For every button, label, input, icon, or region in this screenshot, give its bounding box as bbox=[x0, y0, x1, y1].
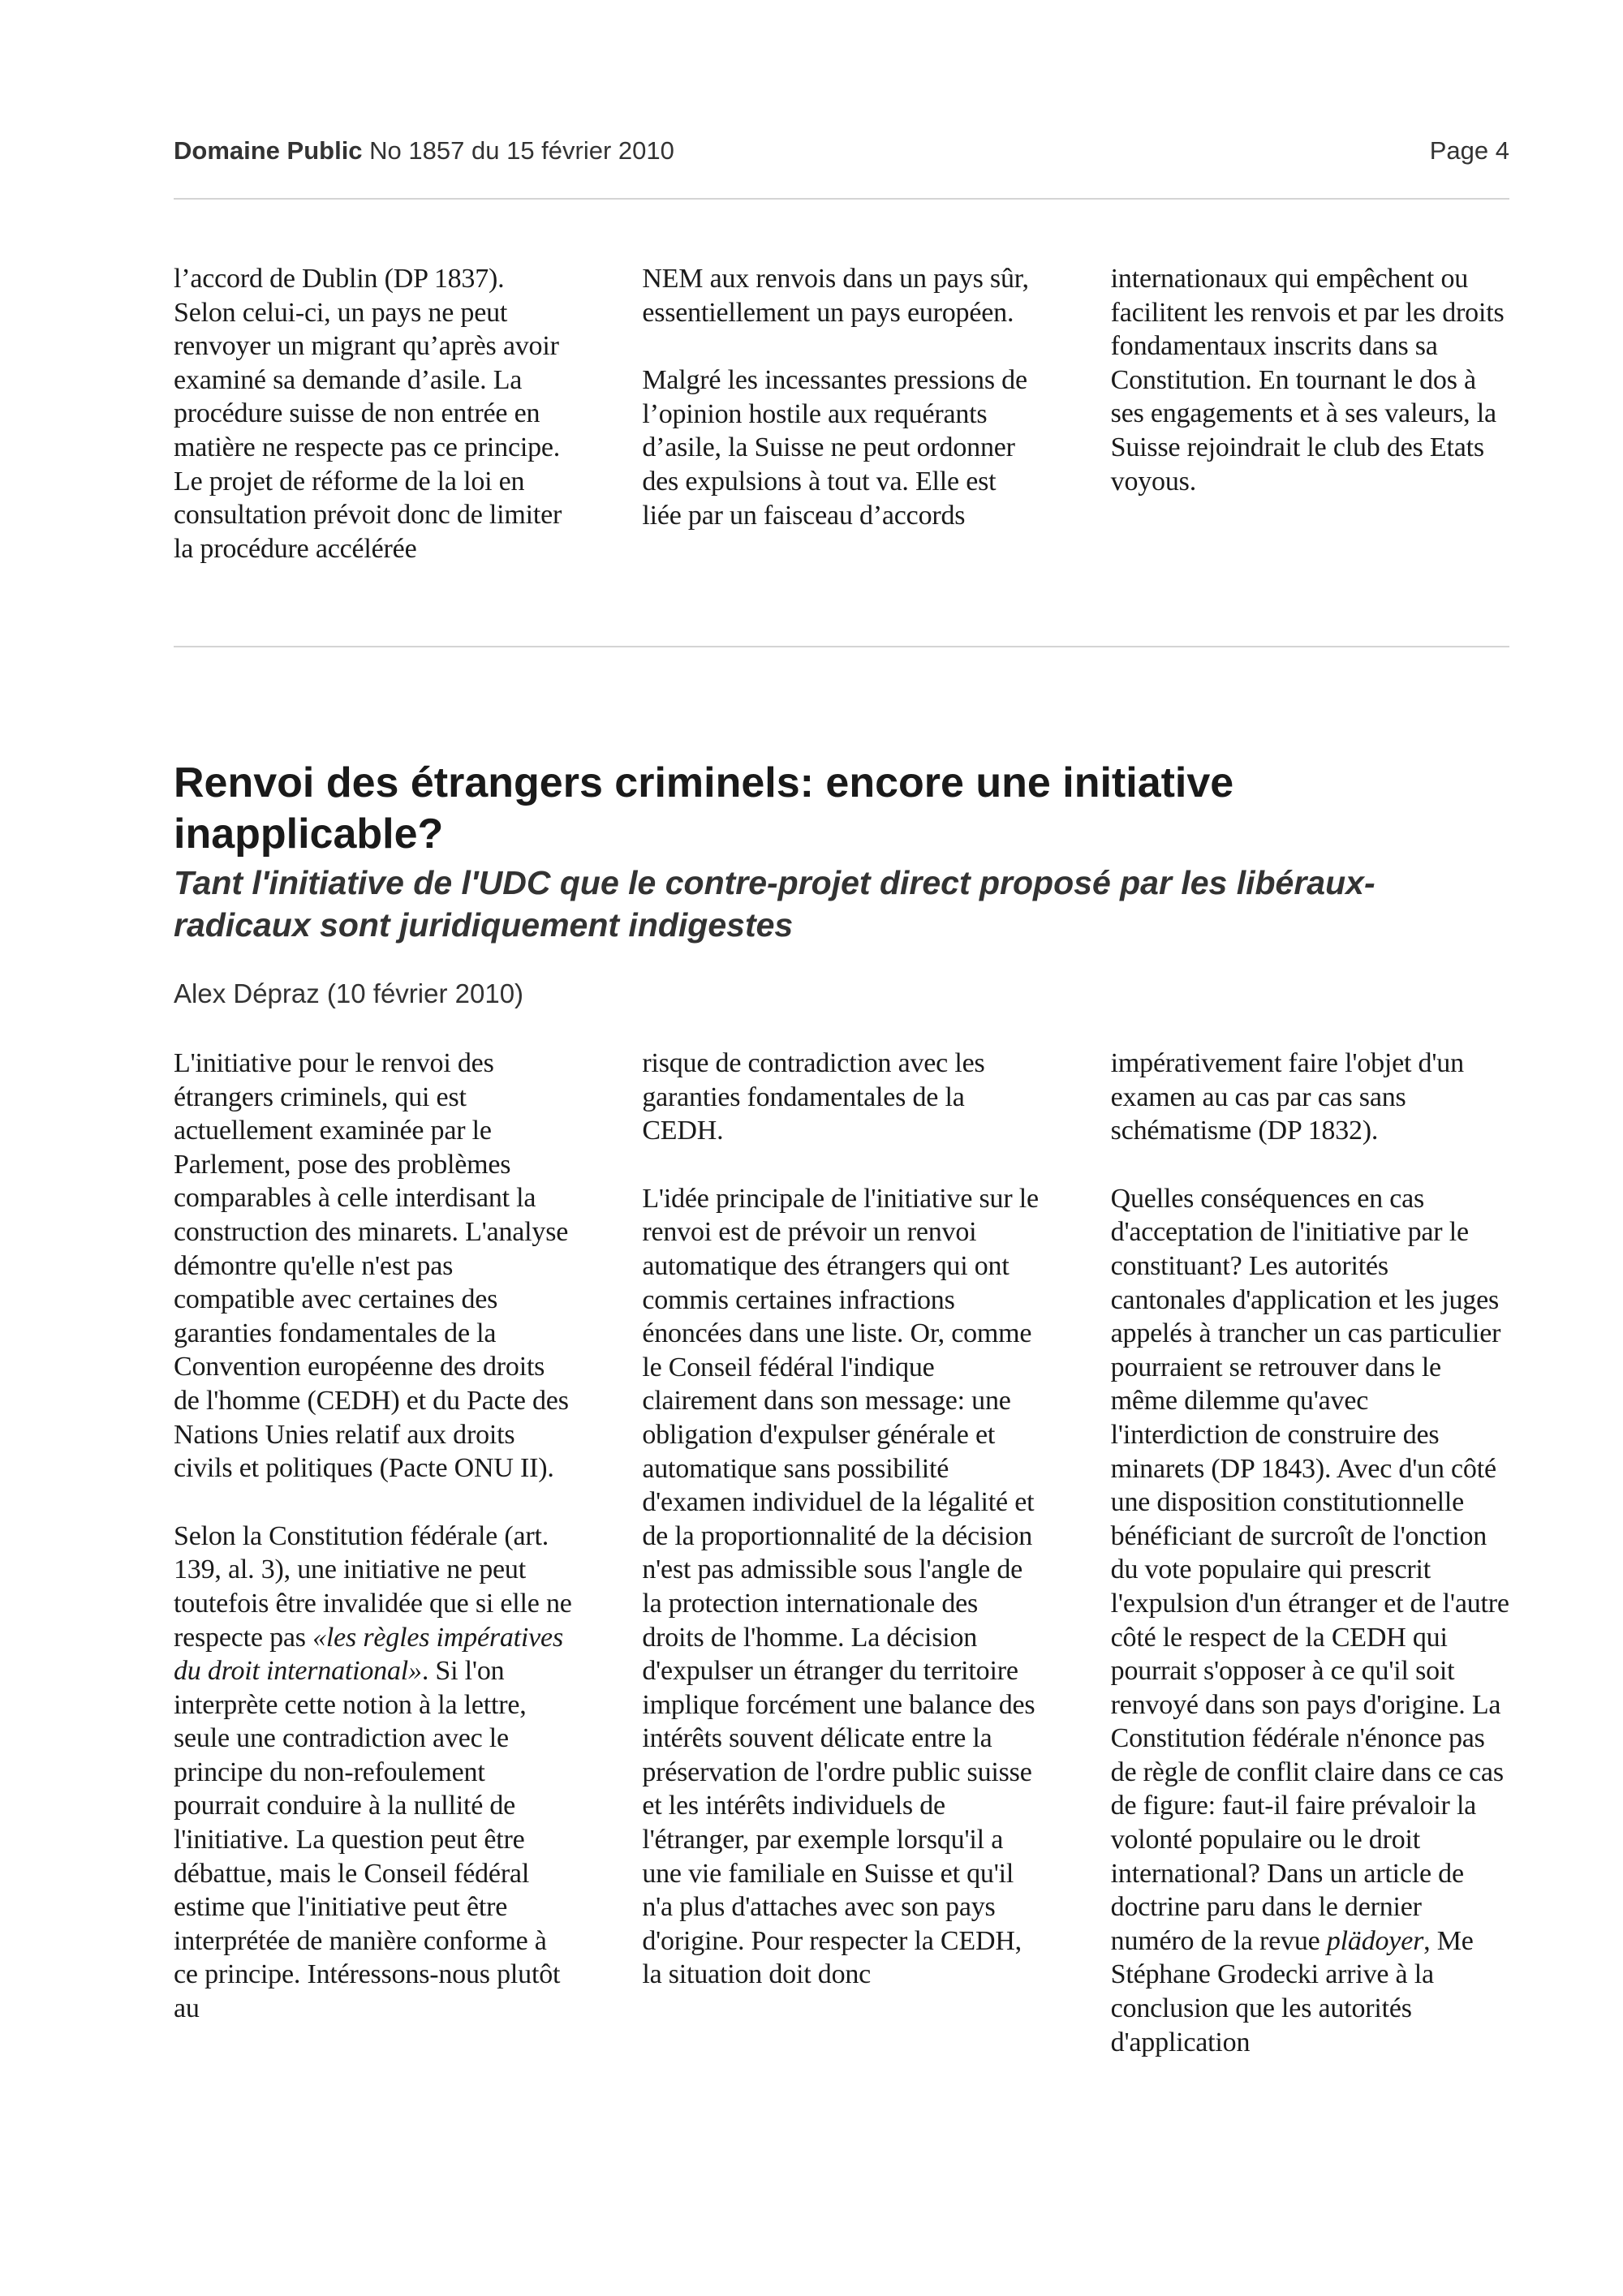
journal-name: plädoyer bbox=[1326, 1925, 1424, 1956]
publication-info bbox=[174, 136, 674, 166]
article-divider bbox=[174, 646, 1509, 647]
publication-name: Domaine Public bbox=[174, 136, 363, 165]
paragraph: risque de contradiction avec les garanties fondamentales de la CEDH. bbox=[642, 1048, 985, 1146]
paragraph: L'idée principale de l'initiative sur le renvoi est de prévoir un renvoi automatique des étrangers qui ont commis certaines infractions énoncées dans une liste. Or, comme le Conseil fédéral l'indique clairement dans son message: une obligation d'expulser générale et automatique sans possibilité d'examen individuel de la légalité et de la proportionnalité de la décision n'est pas admissible sous l'angle de la protection internationale des droits de l'homme. La décision d'expulser un étranger du territoire implique forcément une balance des intérêts souvent délicate entre la préservation de l'ordre public suisse et les intérêts individuels de l'étranger, par exemple lorsqu'il a une vie familiale en Suisse et qu'il n'a plus d'attaches avec son pays d'origine. Pour respecter la CEDH, la situation doit donc bbox=[642, 1183, 1039, 1990]
issue-info: No 1857 du 15 février 2010 bbox=[369, 136, 674, 165]
text-segment: Quelles conséquences en cas d'acceptation de l'initiative par le constituant? Les autorités cantonales d'application et les juges appelés à trancher un cas particulier pourraient se retrouver dans le même dilemme qu'avec l'interdiction de construire des minarets (DP 1843). Avec d'un côté une disposition constitutionnelle bénéficiant de surcroît de l'onction du vote populaire qui prescrit l'expulsion d'un étranger et de l'autre côté le respect de la CEDH qui pourrait s'opposer à ce qu'il soit renvoyé dans son pays d'origine. La Constitution fédérale n'énonce pas de règle de conflit claire dans ce cas de figure: faut-il faire prévaloir la volonté populaire ou le droit international? Dans un article de doctrine paru dans le dernier numéro de la revue bbox=[1110, 1183, 1509, 1956]
page-number: Page 4 bbox=[1429, 136, 1509, 165]
previous-article-column-1 bbox=[174, 262, 572, 600]
previous-article-column-3 bbox=[1111, 262, 1509, 600]
article-subtitle: Tant l'initiative de l'UDC que le contre-projet direct proposé par les libéraux-radicaux sont juridiquement indigestes bbox=[174, 864, 1375, 944]
paragraph: internationaux qui empêchent ou facilitent les renvois et par les droits fondamentaux inscrits dans sa Constitution. En tournant le dos à ses engagements et à ses valeurs, la Suisse rejoindrait le club des Etats voyous. bbox=[1110, 264, 1505, 497]
quotation: «les règles impératives du droit international» bbox=[174, 1622, 563, 1687]
header-divider bbox=[174, 198, 1509, 200]
article-columns bbox=[174, 1047, 1509, 2093]
page-header bbox=[174, 136, 1509, 166]
text-segment: , Me Stéphane Grodecki arrive à la conclusion que les autorités d'application bbox=[1110, 1925, 1474, 2057]
paragraph: NEM aux renvois dans un pays sûr, essentiellement un pays européen. bbox=[642, 264, 1029, 328]
article-byline: Alex Dépraz (10 février 2010) bbox=[174, 978, 524, 1008]
paragraph bbox=[1111, 1182, 1509, 2059]
paragraph: Malgré les incessantes pressions de l’opinion hostile aux requérants d’asile, la Suisse ne peut ordonner des expulsions à tout va. Elle est liée par un faisceau d’accords bbox=[642, 365, 1027, 531]
previous-article-column-2 bbox=[642, 262, 1040, 600]
paragraph bbox=[174, 1520, 572, 2026]
paragraph: l’accord de Dublin (DP 1837). Selon celui-ci, un pays ne peut renvoyer un migrant qu’après avoir examiné sa demande d’asile. La procédure suisse de non entrée en matière ne respecte pas ce principe. Le projet de réforme de la loi en consultation prévoit donc de limiter la procédure accélérée bbox=[174, 264, 562, 564]
article-column-3 bbox=[1111, 1047, 1509, 2093]
paragraph: impérativement faire l'objet d'un examen au cas par cas sans schématisme (DP 1832). bbox=[1110, 1048, 1464, 1146]
article-title: Renvoi des étrangers criminels: encore une initiative inapplicable? bbox=[174, 759, 1234, 858]
paragraph: L'initiative pour le renvoi des étrangers criminels, qui est actuellement examinée par le Parlement, pose des problèmes comparables à celle interdisant la construction des minarets. L'analyse démontre qu'elle n'est pas compatible avec certaines des garanties fondamentales de la Convention européenne des droits de l'homme (CEDH) et du Pacte des Nations Unies relatif aux droits civils et politiques (Pacte ONU II). bbox=[174, 1048, 569, 1484]
text-segment: . Si l'on interprète cette notion à la lettre, seule une contradiction avec le principe du non-refoulement pourrait conduire à la nullité de l'initiative. La question peut être débattue, mais le Conseil fédéral estime que l'initiative peut être interprétée de manière conforme à ce principe. Intéressons-nous plutôt au bbox=[174, 1656, 561, 2024]
previous-article-columns bbox=[174, 262, 1509, 600]
article-column-2 bbox=[642, 1047, 1040, 2093]
article-column-1 bbox=[174, 1047, 572, 2093]
text-segment: Selon la Constitution fédérale (art. 139, al. 3), une initiative ne peut toutefois être invalidée que si elle ne respecte pas bbox=[174, 1520, 572, 1653]
